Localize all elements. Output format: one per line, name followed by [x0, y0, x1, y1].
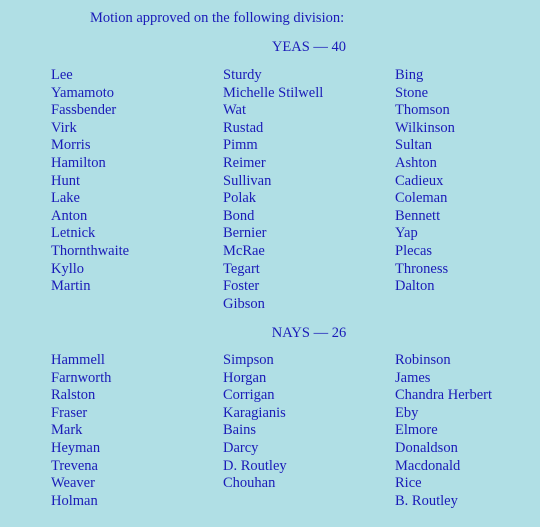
yeas-member-name: Tegart	[223, 260, 260, 277]
nays-member-name: Rice	[395, 475, 422, 492]
yeas-member-name: Pimm	[223, 137, 258, 154]
division-intro-text: Motion approved on the following division:	[90, 10, 345, 26]
nays-member-name: B. Routley	[395, 492, 458, 509]
yeas-member-name: Foster	[223, 278, 260, 295]
yeas-member-name: Fassbender	[51, 102, 117, 119]
nays-member-name: Horgan	[223, 369, 267, 386]
yeas-member-name: Yamamoto	[51, 84, 114, 101]
yeas-member-name: Ashton	[395, 154, 437, 171]
yeas-member-name: Wat	[223, 102, 246, 119]
nays-column-3	[395, 352, 492, 510]
yeas-member-name: Coleman	[395, 190, 448, 207]
nays-member-name: Ralston	[51, 387, 96, 404]
yeas-member-name: Bennett	[395, 207, 441, 224]
yeas-member-name: Rustad	[223, 119, 264, 136]
yeas-member-name: Thomson	[395, 102, 450, 119]
yeas-member-name: Dalton	[395, 278, 435, 295]
nays-member-name: Macdonald	[395, 457, 461, 474]
yeas-column-1	[51, 67, 129, 296]
yeas-column-2	[223, 67, 323, 313]
nays-member-name: Donaldson	[395, 439, 458, 456]
nays-member-name: Holman	[51, 492, 98, 509]
nays-heading: NAYS — 26	[271, 325, 347, 341]
nays-member-name: Elmore	[395, 422, 438, 439]
yeas-heading: YEAS — 40	[271, 39, 347, 55]
yeas-member-name: Sultan	[395, 137, 433, 154]
yeas-member-name: Morris	[51, 137, 91, 154]
yeas-member-name: Cadieux	[395, 172, 444, 189]
nays-member-name: Heyman	[51, 439, 101, 456]
yeas-member-name: Sullivan	[223, 172, 272, 189]
nays-member-name: Robinson	[395, 352, 451, 368]
nays-member-name: Hammell	[51, 352, 105, 368]
nays-member-name: Simpson	[223, 352, 274, 368]
nays-member-name: Weaver	[51, 475, 95, 492]
yeas-member-name: Hamilton	[51, 154, 106, 171]
yeas-member-name: Michelle Stilwell	[223, 84, 324, 101]
nays-member-name: Karagianis	[223, 404, 286, 421]
nays-member-name: Trevena	[51, 457, 98, 474]
yeas-member-name: Wilkinson	[395, 119, 455, 136]
yeas-member-name: Plecas	[395, 242, 433, 259]
yeas-member-name: Anton	[51, 207, 88, 224]
nays-member-name: Bains	[223, 422, 257, 439]
yeas-member-name: McRae	[223, 242, 265, 259]
nays-member-name: Fraser	[51, 404, 88, 421]
yeas-member-name: Martin	[51, 278, 91, 295]
yeas-column-3	[395, 67, 455, 296]
yeas-member-name: Polak	[223, 190, 257, 207]
yeas-member-name: Gibson	[223, 295, 265, 312]
yeas-member-name: Yap	[395, 225, 418, 242]
nays-member-name: Darcy	[223, 439, 259, 456]
yeas-member-name: Lee	[51, 67, 73, 83]
yeas-member-name: Bing	[395, 67, 424, 83]
nays-member-name: James	[395, 369, 431, 386]
nays-member-name: Corrigan	[223, 387, 275, 404]
yeas-member-name: Virk	[51, 119, 77, 136]
nays-column-2	[223, 352, 287, 493]
nays-member-name: D. Routley	[223, 457, 287, 474]
yeas-member-name: Reimer	[223, 154, 266, 171]
yeas-member-name: Hunt	[51, 172, 80, 189]
yeas-member-name: Lake	[51, 190, 80, 207]
nays-member-name: Chandra Herbert	[395, 387, 493, 404]
yeas-member-name: Thornthwaite	[51, 242, 130, 259]
yeas-member-name: Sturdy	[223, 67, 262, 83]
yeas-member-name: Letnick	[51, 225, 96, 242]
yeas-member-name: Kyllo	[51, 260, 85, 277]
yeas-member-name: Bond	[223, 207, 255, 224]
nays-member-name: Mark	[51, 422, 83, 439]
nays-member-name: Chouhan	[223, 475, 276, 492]
yeas-member-name: Stone	[395, 84, 429, 101]
nays-member-name: Eby	[395, 404, 419, 421]
yeas-member-name: Throness	[395, 260, 449, 277]
nays-member-name: Farnworth	[51, 369, 112, 386]
yeas-member-name: Bernier	[223, 225, 267, 242]
nays-column-1	[51, 352, 111, 510]
